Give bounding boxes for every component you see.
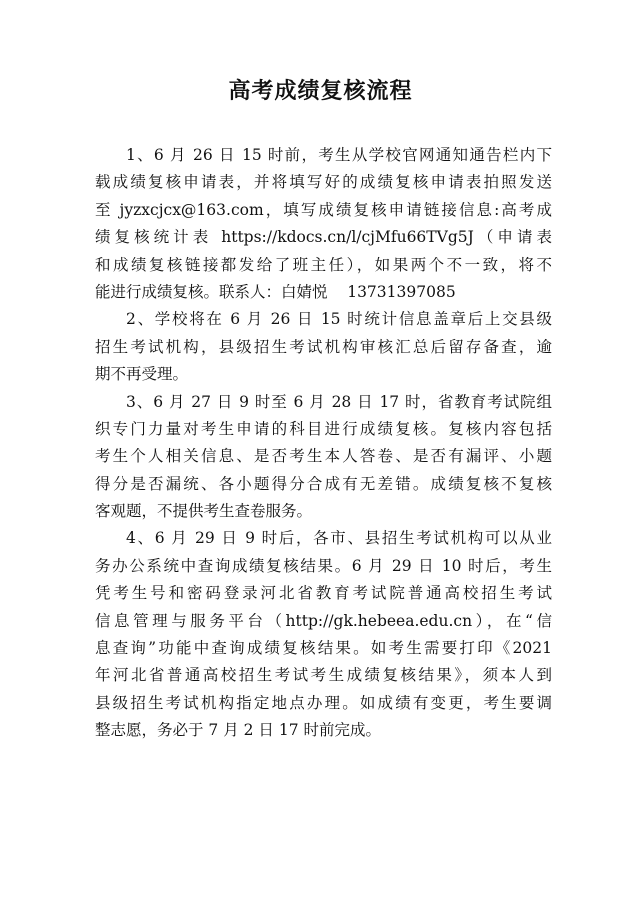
paragraph-line: 息查询”功能中查询成绩复核结果。如考生需要打印《2021 [95,639,552,658]
paragraph-line: 1、6 月 26 日 15 时前，考生从学校官网通知通告栏内下 [126,146,552,164]
paragraph-line: 织专门力量对考生申请的科目进行成绩复核。复核内容包括 [95,419,552,438]
paragraph-line: 招生考试机构，县级招生考试机构审核汇总后留存备查，逾 [95,337,552,356]
paragraph-line: 县级招生考试机构指定地点办理。如成绩有变更，考生要调 [95,693,552,712]
paragraph-line: 至 jyzxcjcx@163.com，填写成绩复核申请链接信息:高考成 [95,200,552,219]
paragraph-line: 信息管理与服务平台（http://gk.hebeea.edu.cn），在“信 [95,611,552,630]
paragraph-line: 绩复核统计表 https://kdocs.cn/l/cjMfu66TVg5J（申请表 [95,228,552,247]
page-title: 高考成绩复核流程 [228,79,413,104]
paragraph-line: 务办公系统中查询成绩复核结果。6 月 29 日 10 时后，考生 [95,556,552,575]
paragraph-line: 客观题，不提供考生查卷服务。 [95,502,313,521]
paragraph-3 [95,389,552,526]
paragraph-line: 和成绩复核链接都发给了班主任），如果两个不一致，将不 [95,255,552,274]
paragraph-2 [95,306,552,388]
paragraph-line: 载成绩复核申请表，并将填写好的成绩复核申请表拍照发送 [95,173,552,192]
paragraph-line: 期不再受理。 [95,365,189,384]
paragraph-line: 凭考生号和密码登录河北省教育考试院普通高校招生考试 [95,584,552,603]
document-body [95,142,552,745]
paragraph-line: 年河北省普通高校招生考试考生成绩复核结果》，须本人到 [95,666,552,685]
paragraph-line: 3、6 月 27 日 9 时至 6 月 28 日 17 时，省教育考试院组 [126,392,552,411]
paragraph-1 [95,142,552,306]
paragraph-line: 得分是否漏统、各小题得分合成有无差错。成绩复核不复核 [95,474,552,493]
paragraph-line: 2、学校将在 6 月 26 日 15 时统计信息盖章后上交县级 [126,310,552,329]
paragraph-line-contact: 能进行成绩复核。联系人：白婧悦 13731397085 [95,282,456,301]
paragraph-4 [95,525,552,744]
paragraph-line: 整志愿，务必于 7 月 2 日 17 时前完成。 [95,721,382,740]
paragraph-line: 考生个人相关信息、是否考生本人答卷、是否有漏评、小题 [95,447,552,466]
paragraph-line: 4、6 月 29 日 9 时后，各市、县招生考试机构可以从业 [126,529,552,548]
